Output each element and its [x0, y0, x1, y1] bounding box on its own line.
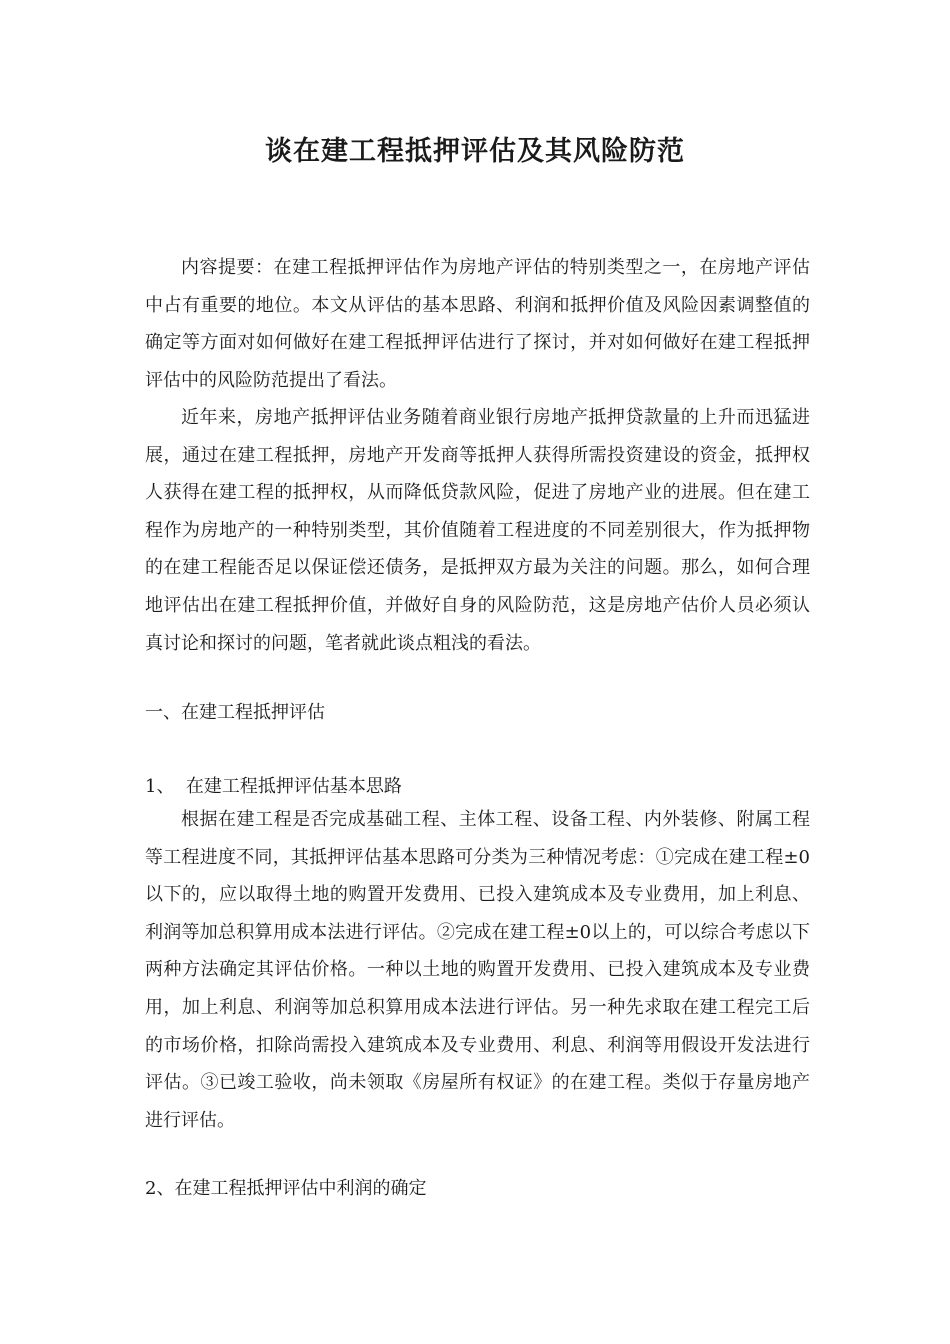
subsection-1-heading: 1、 在建工程抵押评估基本思路: [145, 776, 402, 797]
subsection-1-paragraph: 根据在建工程是否完成基础工程、主体工程、设备工程、内外装修、附属工程等工程进度不同，其抵押评估基本思路可分类为三种情况考虑：①完成在建工程±0以下的，应以取得土地的购置开发费用、已投入建筑成本及专业费用，加上利息、利润等加总积算用成本法进行评估。②完成在建工程±0以上的，可以综合考虑以下两种方法确定其评估价格。一种以土地的购置开发费用、已投入建筑成本及专业费用，加上利息、利润等加总积算用成本法进行评估。另一种先求取在建工程完工后的市场价格，扣除尚需投入建筑成本及专业费用、利息、利润等用假设开发法进行评估。③已竣工验收，尚未领取《房屋所有权证》的在建工程。类似于存量房地产进行评估。: [145, 809, 810, 1131]
subsection-2-heading: 2、在建工程抵押评估中利润的确定: [145, 1178, 427, 1199]
section-1-heading: 一、在建工程抵押评估: [145, 702, 325, 723]
abstract-paragraph: 内容提要：在建工程抵押评估作为房地产评估的特别类型之一，在房地产评估中占有重要的地位。本文从评估的基本思路、利润和抵押价值及风险因素调整值的确定等方面对如何做好在建工程抵押评估进行了探讨，并对如何做好在建工程抵押评估中的风险防范提出了看法。: [145, 257, 810, 391]
intro-paragraph: 近年来，房地产抵押评估业务随着商业银行房地产抵押贷款量的上升而迅猛进展，通过在建工程抵押，房地产开发商等抵押人获得所需投资建设的资金，抵押权人获得在建工程的抵押权，从而降低贷款风险，促进了房地产业的进展。但在建工程作为房地产的一种特别类型，其价值随着工程进度的不同差别很大，作为抵押物的在建工程能否足以保证偿还债务，是抵押双方最为关注的问题。那么，如何合理地评估出在建工程抵押价值，并做好自身的风险防范，这是房地产估价人员必须认真讨论和探讨的问题，笔者就此谈点粗浅的看法。: [145, 407, 810, 654]
document-title: 谈在建工程抵押评估及其风险防范: [265, 136, 685, 167]
